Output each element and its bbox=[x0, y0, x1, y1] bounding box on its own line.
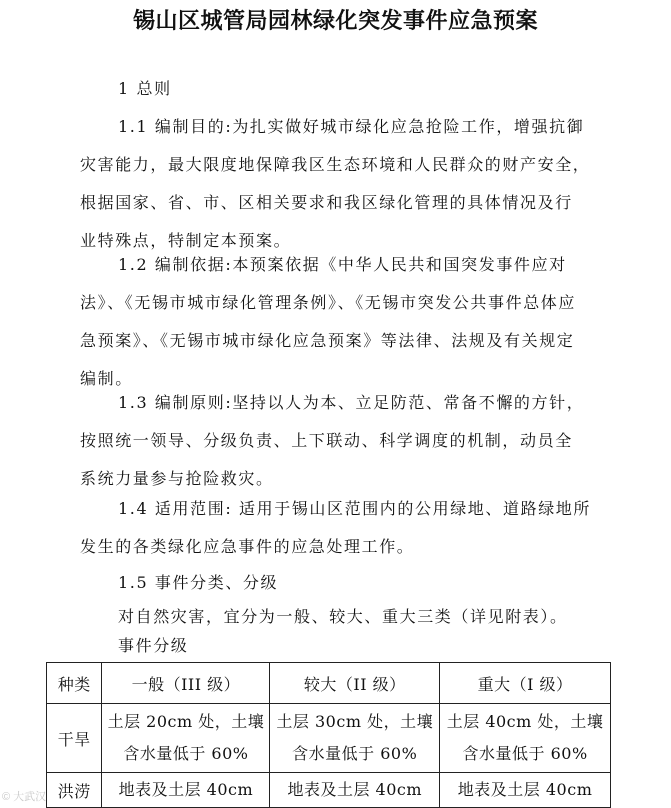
table-row bbox=[47, 773, 611, 808]
cell-line: 土层 20cm 处，土壤 bbox=[107, 712, 265, 731]
header-cell: 一般（III 级） bbox=[102, 663, 270, 704]
caption-text: 事件分级 bbox=[118, 636, 189, 655]
section-1-heading bbox=[80, 70, 610, 108]
paragraph-1-1 bbox=[80, 108, 610, 260]
text-line: 1.3 编制原则:坚持以人为本、立足防范、常备不懈的方针， bbox=[118, 393, 585, 412]
table-header-row bbox=[47, 663, 611, 704]
table-cell bbox=[270, 773, 440, 808]
section-1-5-heading bbox=[80, 564, 610, 602]
table-cell bbox=[102, 704, 270, 773]
watermark: © 大武汉 bbox=[2, 791, 47, 803]
table-row bbox=[47, 704, 611, 773]
cell-line: 土层 30cm 处，土壤 bbox=[276, 712, 434, 731]
paragraph-1-3 bbox=[80, 384, 610, 498]
text-line: 发生的各类绿化应急事件的应急处理工作。 bbox=[80, 537, 415, 556]
cell-line: 含水量低于 60% bbox=[123, 744, 249, 763]
text-line: 1.4 适用范围: 适用于锡山区范围内的公用绿地、道路绿地所 bbox=[118, 499, 592, 518]
table-cell bbox=[440, 704, 611, 773]
paragraph-1-4 bbox=[80, 490, 610, 566]
text-line: 按照统一领导、分级负责、上下联动、科学调度的机制，动员全 bbox=[80, 431, 573, 450]
text-line: 法》、《无锡市城市绿化管理条例》、《无锡市突发公共事件总体应 bbox=[80, 293, 577, 312]
cell-line: 地表及土层 40cm bbox=[118, 780, 254, 799]
heading-text: 1.5 事件分类、分级 bbox=[118, 573, 279, 592]
text-line: 1.1 编制目的:为扎实做好城市绿化应急抢险工作，增强抗御 bbox=[118, 117, 585, 136]
text-line: 系统力量参与抢险救灾。 bbox=[80, 469, 274, 488]
category-cell: 干旱 bbox=[47, 704, 102, 773]
table-cell bbox=[102, 773, 270, 808]
header-cell: 较大（II 级） bbox=[270, 663, 440, 704]
paragraph-1-2 bbox=[80, 246, 610, 398]
text-line: 业特殊点，特制定本预案。 bbox=[80, 231, 292, 250]
table-cell bbox=[270, 704, 440, 773]
document-title: 锡山区城管局园林绿化突发事件应急预案 bbox=[132, 8, 538, 34]
text-line: 编制。 bbox=[80, 369, 133, 388]
header-cell: 种类 bbox=[47, 663, 102, 704]
text-line: 对自然灾害，宜分为一般、较大、重大三类（详见附表）。 bbox=[118, 607, 568, 626]
text-line: 根据国家、省、市、区相关要求和我区绿化管理的具体情况及行 bbox=[80, 193, 573, 212]
text-line: 灾害能力，最大限度地保障我区生态环境和人民群众的财产安全， bbox=[80, 155, 591, 174]
category-cell: 洪涝 bbox=[47, 773, 102, 808]
text-line: 1.2 编制依据:本预案依据《中华人民共和国突发事件应对 bbox=[118, 255, 567, 274]
cell-line: 含水量低于 60% bbox=[292, 744, 418, 763]
cell-line: 含水量低于 60% bbox=[462, 744, 588, 763]
cell-line: 地表及土层 40cm bbox=[287, 780, 423, 799]
event-grade-table bbox=[46, 662, 611, 808]
cell-line: 土层 40cm 处，土壤 bbox=[446, 712, 604, 731]
heading-text: 1 总则 bbox=[118, 79, 172, 98]
header-cell: 重大（I 级） bbox=[440, 663, 611, 704]
table-cell bbox=[440, 773, 611, 808]
cell-line: 地表及土层 40cm bbox=[457, 780, 593, 799]
text-line: 急预案》、《无锡市城市绿化应急预案》等法律、法规及有关规定 bbox=[80, 331, 575, 350]
